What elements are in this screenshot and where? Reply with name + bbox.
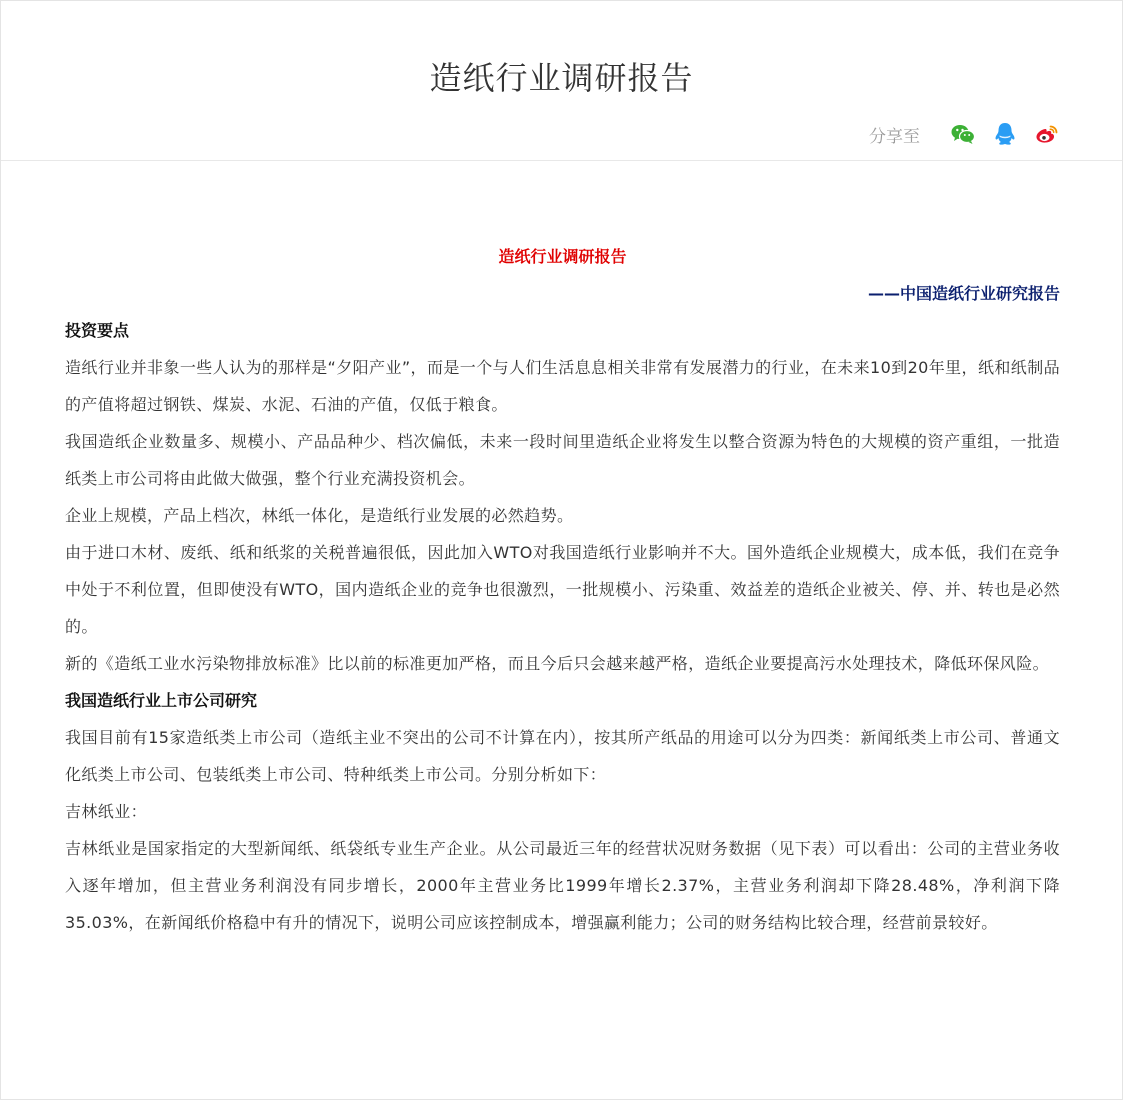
share-bar (869, 121, 1060, 147)
qq-icon[interactable] (992, 121, 1018, 147)
weibo-icon[interactable] (1034, 121, 1060, 147)
wechat-icon[interactable] (950, 121, 976, 147)
document-title: 造纸行业调研报告 (498, 247, 627, 266)
paragraph: 吉林纸业： (65, 802, 148, 821)
section-heading: 我国造纸行业上市公司研究 (65, 691, 258, 710)
page-title: 造纸行业调研报告 (429, 59, 694, 97)
paragraph: 吉林纸业是国家指定的大型新闻纸、纸袋纸专业生产企业。从公司最近三年的经营状况财务数据（见下表）可以看出：公司的主营业务收入逐年增加，但主营业务利润没有同步增长，2000年主营业务比1999年增长2.37%，主营业务利润却下降28.48%，净利润下降35.03%，在新闻纸价格稳中有升的情况下，说明公司应该控制成本，增强赢利能力；公司的财务结构比较合理，经营前景较好。 (65, 839, 1060, 932)
section-heading: 投资要点 (65, 321, 130, 340)
share-label: 分享至 (869, 126, 920, 147)
paragraph: 新的《造纸工业水污染物排放标准》比以前的标准更加严格，而且今后只会越来越严格，造纸企业要提高污水处理技术，降低环保风险。 (65, 654, 1050, 673)
paragraph: 由于进口木材、废纸、纸和纸浆的关税普遍很低，因此加入WTO对我国造纸行业影响并不大。国外造纸企业规模大，成本低，我们在竞争中处于不利位置，但即使没有WTO，国内造纸企业的竞争也很激烈，一批规模小、污染重、效益差的造纸企业被关、停、并、转也是必然的。 (65, 543, 1060, 636)
paragraph: 我国造纸企业数量多、规模小、产品品种少、档次偏低，未来一段时间里造纸企业将发生以整合资源为特色的大规模的资产重组，一批造纸类上市公司将由此做大做强，整个行业充满投资机会。 (65, 432, 1060, 488)
paragraph: 企业上规模，产品上档次，林纸一体化，是造纸行业发展的必然趋势。 (65, 506, 574, 525)
paragraph: 造纸行业并非象一些人认为的那样是“夕阳产业”，而是一个与人们生活息息相关非常有发展潜力的行业，在未来10到20年里，纸和纸制品的产值将超过钢铁、煤炭、水泥、石油的产值，仅低于粮食。 (65, 358, 1060, 414)
article-header (1, 1, 1122, 161)
article-body (65, 239, 1060, 941)
document-subtitle: ——中国造纸行业研究报告 (867, 284, 1060, 303)
paragraph: 我国目前有15家造纸类上市公司（造纸主业不突出的公司不计算在内），按其所产纸品的用途可以分为四类：新闻纸类上市公司、普通文化纸类上市公司、包装纸类上市公司、特种纸类上市公司。分别分析如下： (65, 728, 1060, 784)
